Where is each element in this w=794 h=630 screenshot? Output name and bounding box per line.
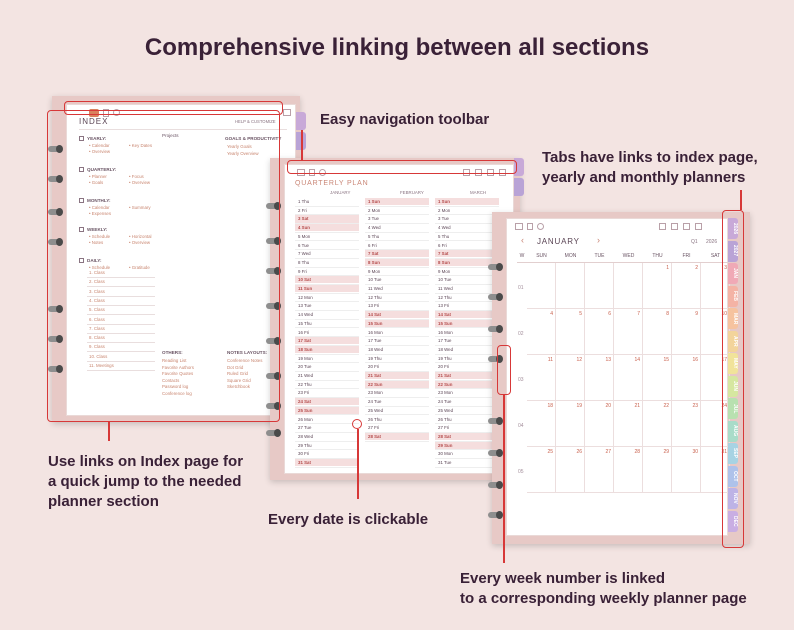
date-cell[interactable]: 8 Thu — [298, 259, 310, 265]
date-cell[interactable]: 21 Sat — [365, 372, 429, 379]
date-cell[interactable]: 23 Mon — [368, 390, 383, 396]
headline: Comprehensive linking between all sections — [144, 34, 650, 61]
week-number-link[interactable]: 01 — [518, 285, 524, 291]
date-cell[interactable]: 18 Wed — [368, 346, 384, 352]
date-cell[interactable]: 11 Sun — [295, 285, 359, 292]
date-cell[interactable]: 10 Tue — [368, 277, 382, 283]
date-cell[interactable]: 24 Tue — [438, 399, 452, 405]
date-cell[interactable]: 29 Sun — [435, 442, 499, 449]
day-cell[interactable]: 31 — [701, 447, 730, 493]
date-cell[interactable]: 4 Wed — [368, 225, 381, 231]
index-link[interactable]: • Calendar — [89, 143, 110, 148]
date-cell[interactable]: 22 Sun — [435, 381, 499, 388]
others-link[interactable]: Reading List — [162, 358, 187, 363]
tab-2027[interactable] — [514, 178, 524, 196]
monthly-page — [492, 212, 750, 544]
others-link[interactable]: Contacts — [162, 377, 180, 383]
date-cell[interactable]: 15 Sun — [365, 320, 429, 327]
notes-link[interactable]: Conference Notes — [227, 358, 263, 363]
date-cell[interactable]: 14 Sat — [435, 311, 499, 318]
day-cell[interactable]: 9 — [672, 309, 701, 355]
others-link[interactable]: Conference log — [162, 390, 192, 396]
date-cell[interactable]: 10 Tue — [438, 277, 452, 283]
date-cell[interactable]: 6 Tue — [298, 242, 309, 248]
prev-month-icon[interactable]: ‹ — [521, 235, 524, 245]
day-cell[interactable]: 14 — [614, 355, 643, 401]
date-cell[interactable]: 1 Sun — [435, 198, 499, 205]
index-caption-line1: Use links on Index page for — [48, 453, 244, 470]
date-cell[interactable]: 3 Tue — [438, 216, 449, 222]
tabs-caption-line1: Tabs have links to index page, — [542, 149, 758, 166]
date-cell[interactable]: 23 Fri — [298, 390, 310, 396]
quarterly-page-sheet — [284, 164, 514, 474]
class-link[interactable]: 5. Class — [89, 307, 105, 313]
calendar-icon[interactable] — [659, 223, 666, 230]
date-cell[interactable]: 27 Fri — [438, 425, 450, 431]
section-heading: MONTHLY: — [87, 198, 111, 203]
tabs-caption-line2: yearly and monthly planners — [542, 169, 746, 186]
weekday-header: MON — [564, 253, 577, 259]
month-title: JANUARY — [537, 237, 580, 246]
index-links-highlight — [47, 110, 280, 422]
date-cell[interactable]: 19 Thu — [438, 355, 452, 361]
monthly-page-sheet — [506, 218, 728, 536]
index-link[interactable]: • Schedule — [89, 265, 111, 270]
notes-heading: NOTES LAYOUTS: — [227, 350, 268, 355]
date-cell[interactable]: 7 Wed — [298, 251, 311, 257]
month-header-jan: JANUARY — [330, 190, 351, 195]
date-cell[interactable]: 28 Sat — [365, 433, 429, 440]
weekday-header: THU — [652, 253, 663, 259]
day-cell[interactable]: 20 — [585, 401, 614, 447]
tabs-connector — [740, 190, 742, 210]
date-cell[interactable]: 24 Sat — [295, 398, 359, 405]
date-cell[interactable]: 9 Mon — [438, 268, 451, 274]
week-connector — [503, 395, 505, 563]
class-link[interactable]: 9. Class — [89, 344, 105, 350]
binder-ring — [488, 512, 500, 518]
index-caption-line3: planner section — [48, 493, 159, 510]
section-heading: QUARTERLY: — [87, 167, 117, 172]
day-cell[interactable]: 23 — [672, 401, 701, 447]
date-cell[interactable]: 13 Fri — [368, 303, 380, 309]
date-cell[interactable]: 22 Sun — [365, 381, 429, 388]
date-cell[interactable]: 27 Fri — [368, 425, 380, 431]
yearly-overview-link[interactable]: Yearly Overview — [227, 151, 259, 156]
date-cell[interactable]: 4 Wed — [438, 225, 451, 231]
side-tab[interactable]: DEC — [728, 511, 738, 532]
date-cell[interactable]: 25 Wed — [368, 407, 384, 413]
date-cell[interactable]: 8 Sun — [365, 259, 429, 266]
weekday-header: SAT — [710, 253, 721, 259]
date-cell[interactable]: 20 Tue — [298, 364, 312, 370]
date-cell[interactable]: 26 Thu — [438, 416, 452, 422]
date-cell[interactable]: 29 Thu — [298, 442, 312, 448]
yearly-goals-link[interactable]: Yearly Goals — [227, 144, 252, 149]
date-cell[interactable]: 13 Tue — [298, 303, 312, 309]
month-header-mar: MARCH — [470, 190, 487, 195]
date-cell[interactable]: 21 Wed — [298, 373, 314, 378]
quarterly-toolbar-highlight — [287, 160, 517, 174]
dates-caption: Every date is clickable — [268, 511, 429, 528]
day-cell[interactable]: 4 — [527, 309, 556, 355]
notes-link[interactable]: Sketchbook — [227, 384, 250, 389]
side-tab[interactable]: AUG — [728, 421, 738, 442]
page-title: INDEX — [79, 117, 109, 126]
date-cell[interactable]: 25 Sun — [295, 407, 359, 414]
date-cell[interactable]: 1 Thu — [298, 199, 310, 204]
day-cell[interactable]: 22 — [643, 401, 672, 447]
section-heading: WEEKLY: — [87, 227, 108, 232]
toolbar-caption: Easy navigation toolbar — [320, 111, 490, 128]
others-heading: OTHERS: — [162, 350, 183, 355]
notes-link[interactable]: Dot Grid — [227, 364, 244, 370]
day-cell[interactable]: 6 — [585, 309, 614, 355]
date-cell[interactable]: 17 Tue — [368, 338, 382, 344]
date-cell[interactable]: 6 Fri — [368, 242, 377, 248]
date-cell[interactable]: 26 Thu — [368, 416, 382, 422]
others-link[interactable]: Password log — [162, 384, 189, 389]
day-cell[interactable]: 2 — [672, 263, 701, 309]
date-cell[interactable]: 16 Mon — [368, 329, 383, 335]
binder-ring — [488, 450, 500, 456]
day-cell[interactable]: 8 — [643, 309, 672, 355]
month-header-feb: FEBRUARY — [400, 190, 424, 195]
class-link[interactable]: 11. Meetings — [89, 363, 114, 368]
class-link[interactable]: 3. Class — [89, 288, 105, 294]
binder-ring — [488, 294, 500, 300]
date-cell[interactable]: 3 Tue — [368, 216, 379, 222]
class-link[interactable]: 2. Class — [89, 279, 105, 285]
date-cell[interactable]: 15 Sun — [435, 320, 499, 327]
class-link[interactable]: 6. Class — [89, 316, 105, 322]
week-number-highlight — [497, 345, 511, 395]
day-cell[interactable] — [527, 263, 556, 309]
date-cell[interactable]: 13 Fri — [438, 303, 450, 309]
week-number-link[interactable]: 02 — [518, 331, 524, 337]
date-cell[interactable]: 18 Wed — [438, 346, 454, 352]
section-heading: YEARLY: — [87, 136, 107, 141]
side-tab[interactable]: JUL — [728, 398, 738, 419]
date-cell[interactable]: 5 Mon — [298, 233, 311, 239]
binder-ring — [488, 264, 500, 270]
goals-heading: GOALS & PRODUCTIVITY — [225, 136, 282, 141]
date-cell[interactable]: 18 Sun — [295, 346, 359, 353]
day-cell[interactable]: 13 — [585, 355, 614, 401]
index-link[interactable]: • Focus — [129, 174, 144, 179]
date-connector — [357, 429, 359, 499]
index-link[interactable]: • Schedule — [89, 234, 111, 239]
day-cell[interactable]: 24 — [701, 401, 730, 447]
side-tab[interactable]: 2026 — [728, 218, 738, 239]
day-cell[interactable]: 5 — [556, 309, 585, 355]
class-link[interactable]: 8. Class — [89, 335, 105, 341]
notes-link[interactable]: Ruled Grid — [227, 371, 248, 376]
date-cell[interactable]: 8 Sun — [435, 259, 499, 266]
side-tab[interactable]: SEP — [728, 443, 738, 464]
binder-ring — [266, 430, 278, 436]
date-cell[interactable]: 30 Mon — [438, 451, 453, 457]
weekday-header: TUE — [594, 253, 605, 259]
date-cell[interactable]: 17 Tue — [438, 338, 452, 344]
index-link[interactable]: • Planner — [89, 174, 107, 179]
date-cell[interactable]: 28 Wed — [298, 433, 314, 439]
date-cell[interactable]: 17 Sat — [295, 337, 359, 344]
date-cell[interactable]: 16 Mon — [438, 329, 453, 335]
day-cell[interactable]: 28 — [614, 447, 643, 493]
date-cell[interactable]: 6 Fri — [438, 242, 447, 248]
date-cell[interactable]: 12 Thu — [438, 294, 452, 300]
index-link[interactable]: • Goals — [89, 180, 104, 185]
date-cell[interactable]: 21 Sat — [435, 372, 499, 379]
index-link[interactable]: • Notes — [89, 240, 104, 245]
date-cell[interactable]: 3 Sat — [295, 215, 359, 222]
index-link[interactable]: • Overview — [129, 240, 151, 245]
day-cell[interactable]: 18 — [527, 401, 556, 447]
help-link[interactable]: HELP & CUSTOMIZE — [235, 119, 276, 124]
class-link[interactable]: 1. Class — [89, 270, 105, 275]
index-link[interactable]: • Summary — [129, 205, 151, 210]
date-cell[interactable]: 14 Sat — [365, 311, 429, 318]
index-connector — [108, 421, 110, 441]
week-caption-line2: to a corresponding weekly planner page — [460, 590, 747, 607]
date-cell[interactable]: 16 Fri — [298, 329, 310, 335]
date-cell[interactable]: 15 Thu — [298, 320, 312, 326]
binder-ring — [488, 418, 500, 424]
date-cell[interactable]: 9 Fri — [298, 268, 307, 274]
side-tab[interactable]: 2027 — [728, 241, 738, 262]
projects-label: Projects — [162, 133, 179, 138]
day-cell[interactable]: 11 — [527, 355, 556, 401]
page-icon[interactable] — [527, 223, 533, 230]
day-cell[interactable]: 21 — [614, 401, 643, 447]
tabs-highlight — [722, 210, 744, 548]
date-cell[interactable]: 20 Fri — [438, 364, 450, 370]
week-number-link[interactable]: 03 — [518, 377, 524, 383]
weekday-header: FRI — [682, 253, 691, 259]
date-cell[interactable]: 14 Wed — [298, 312, 314, 318]
side-tab[interactable]: MAR — [728, 308, 738, 329]
weekday-header: W — [519, 253, 525, 259]
date-cell[interactable]: 23 Mon — [438, 390, 453, 396]
day-cell[interactable]: 3 — [701, 263, 730, 309]
date-cell[interactable]: 19 Mon — [298, 355, 313, 361]
date-cell[interactable]: 5 Thu — [368, 233, 380, 239]
day-cell[interactable] — [556, 263, 585, 309]
date-cell[interactable]: 5 Thu — [438, 233, 450, 239]
side-tab[interactable]: NOV — [728, 488, 738, 509]
date-cell[interactable]: 2 Fri — [298, 207, 307, 213]
others-link[interactable]: Favorite Quotes — [162, 371, 194, 376]
side-tab[interactable]: JAN — [728, 263, 738, 284]
date-cell[interactable]: 26 Mon — [298, 416, 313, 422]
date-cell[interactable]: 24 Tue — [368, 399, 382, 405]
others-link[interactable]: Favorite Authors — [162, 364, 194, 370]
section-heading: DAILY: — [87, 258, 102, 263]
index-link[interactable]: • Horizontal — [129, 234, 152, 239]
date-cell[interactable]: 12 Mon — [298, 294, 313, 300]
side-tab[interactable]: APR — [728, 331, 738, 352]
day-cell[interactable]: 7 — [614, 309, 643, 355]
index-link[interactable]: • Overview — [129, 180, 151, 185]
day-cell[interactable]: 10 — [701, 309, 730, 355]
class-link[interactable]: 7. Class — [89, 325, 105, 331]
week-number-link[interactable]: 05 — [518, 469, 524, 475]
weekday-header: WED — [622, 253, 635, 259]
day-cell[interactable]: 26 — [556, 447, 585, 493]
index-link[interactable]: • Key Dates — [129, 143, 153, 148]
index-link[interactable]: • Gratitude — [129, 265, 150, 270]
quarterly-page — [270, 158, 520, 480]
class-link[interactable]: 10. Class — [89, 353, 108, 359]
date-cell[interactable]: 28 Sat — [435, 433, 499, 440]
page-title: QUARTERLY PLAN — [295, 180, 369, 187]
date-cell[interactable]: 31 Sat — [295, 459, 359, 466]
date-cell[interactable]: 7 Sat — [435, 250, 499, 257]
side-tab[interactable]: FEB — [728, 286, 738, 307]
date-cell[interactable]: 27 Tue — [298, 425, 312, 431]
day-cell[interactable]: 12 — [556, 355, 585, 401]
row-divider — [295, 467, 359, 468]
date-cell[interactable]: 12 Thu — [368, 294, 382, 300]
day-cell[interactable]: 15 — [643, 355, 672, 401]
date-cell[interactable]: 25 Wed — [438, 407, 454, 413]
date-cell[interactable]: 30 Fri — [298, 451, 310, 457]
date-click-marker — [352, 419, 362, 429]
tab-2026[interactable] — [296, 112, 306, 130]
date-cell[interactable]: 20 Fri — [368, 364, 380, 370]
day-cell[interactable]: 1 — [643, 263, 672, 309]
day-cell[interactable]: 27 — [585, 447, 614, 493]
day-cell[interactable] — [585, 263, 614, 309]
date-cell[interactable]: 2 Mon — [438, 207, 451, 213]
next-month-icon[interactable]: › — [597, 235, 600, 245]
day-cell[interactable]: 17 — [701, 355, 730, 401]
row-divider — [365, 441, 429, 442]
index-link[interactable]: • Calendar — [89, 205, 110, 210]
quarter-link[interactable]: Q1 — [691, 239, 698, 245]
side-tab[interactable]: MAY — [728, 353, 738, 374]
home-outline-icon[interactable] — [695, 223, 702, 230]
weekday-header: SUN — [536, 253, 547, 259]
side-tab[interactable]: OCT — [728, 466, 738, 487]
index-link[interactable]: • Expenses — [89, 211, 112, 216]
date-cell[interactable]: 7 Sat — [365, 250, 429, 257]
week-caption-line1: Every week number is linked — [460, 570, 666, 587]
day-cell[interactable]: 19 — [556, 401, 585, 447]
binder-ring — [488, 326, 500, 332]
day-cell[interactable]: 16 — [672, 355, 701, 401]
date-cell[interactable]: 1 Sun — [365, 198, 429, 205]
day-cell[interactable] — [614, 263, 643, 309]
date-cell[interactable]: 19 Thu — [368, 355, 382, 361]
notes-link[interactable]: Square Grid — [227, 377, 251, 383]
day-cell[interactable]: 25 — [527, 447, 556, 493]
heart-icon[interactable] — [683, 223, 690, 230]
notes-icon[interactable] — [671, 223, 678, 230]
row-divider — [435, 467, 499, 468]
index-link[interactable]: • Overview — [89, 149, 111, 154]
toolbar-connector — [301, 130, 303, 160]
binder-ring — [488, 482, 500, 488]
date-cell[interactable]: 10 Sat — [295, 276, 359, 283]
home-icon[interactable] — [515, 223, 523, 230]
date-cell[interactable]: 11 Wed — [368, 286, 383, 291]
date-cell[interactable]: 9 Mon — [368, 268, 381, 274]
week-number-link[interactable]: 04 — [518, 423, 524, 429]
settings-icon[interactable] — [537, 223, 544, 230]
home-outline-icon[interactable] — [283, 109, 291, 116]
date-cell[interactable]: 11 Wed — [438, 286, 453, 291]
day-cell[interactable]: 29 — [643, 447, 672, 493]
day-cell[interactable]: 30 — [672, 447, 701, 493]
year-link[interactable]: 2026 — [706, 239, 718, 245]
date-cell[interactable]: 4 Sun — [295, 224, 359, 231]
date-cell[interactable]: 22 Thu — [298, 381, 312, 387]
side-tab[interactable]: JUN — [728, 376, 738, 397]
class-link[interactable]: 4. Class — [89, 297, 105, 303]
date-cell[interactable]: 31 Tue — [438, 460, 452, 465]
index-caption-line2: a quick jump to the needed — [48, 473, 242, 490]
date-cell[interactable]: 2 Mon — [368, 207, 381, 213]
